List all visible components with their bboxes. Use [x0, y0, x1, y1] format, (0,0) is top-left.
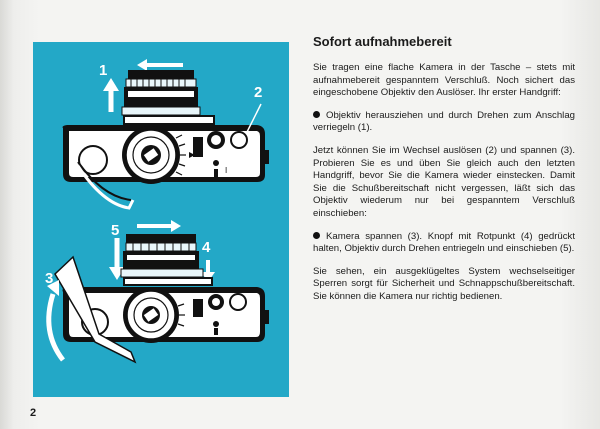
paragraph-intro [313, 62, 575, 100]
paragraph-conclusion [313, 266, 575, 304]
paragraph-step-unlock [313, 110, 575, 135]
figure-label-3: 3 [45, 270, 54, 287]
bullet-icon [313, 232, 320, 239]
text-column [313, 34, 575, 314]
paragraph-text: Kamera spannen (3). Knopf mit Rotpunkt (4) gedrückt halten, Objektiv durch Drehen entriegeln und einschieben (5). [313, 230, 575, 255]
camera-illustration-drawing [33, 42, 289, 397]
paragraph-text: Sie tragen eine flache Kamera in der Tasche – stets mit aufnahmebereit gespanntem Verschluß. Noch sichert das eingeschobene Objektiv den Auslöser. Ihr erster Handgriff: [313, 62, 575, 99]
figure-label-2-bottom: 2 [225, 316, 234, 333]
page-number: 2 [30, 407, 37, 419]
paragraph-text: Objektiv herausziehen und durch Drehen zum Anschlag verriegeln (1). [313, 109, 575, 134]
figure-label-2-top: 2 [254, 84, 263, 101]
top-camera-figure [63, 59, 270, 208]
section-heading: Sofort aufnahmebereit [313, 34, 452, 49]
figure-label-4: 4 [202, 239, 211, 256]
paragraph-step-collapse [313, 231, 575, 256]
figure-label-5: 5 [111, 222, 120, 239]
figure-label-1: 1 [99, 62, 108, 79]
paragraph-text: Jetzt können Sie im Wechsel auslösen (2) und spannen (3). Probieren Sie es und üben Sie gleich auch den letzten Handgriff, bevor Sie die Kamera wieder einstecken. Damit Sie die Schußbereitschaft nicht vergessen, läßt sich das Objektiv wiederum nur bei gespanntem Verschluß einschieben: [313, 144, 575, 219]
paragraph-text: Sie sehen, ein ausgeklügeltes System wechselseitiger Sperren sorgt für Sicherheit und Schnappschußbereitschaft. Sie können die Kamera nur richtig bedienen. [313, 265, 575, 302]
bullet-icon [313, 111, 320, 118]
bottom-camera-figure [47, 220, 269, 362]
camera-illustration [33, 42, 289, 397]
paragraph-practice [313, 145, 575, 221]
svg-text:I: I [225, 166, 228, 175]
